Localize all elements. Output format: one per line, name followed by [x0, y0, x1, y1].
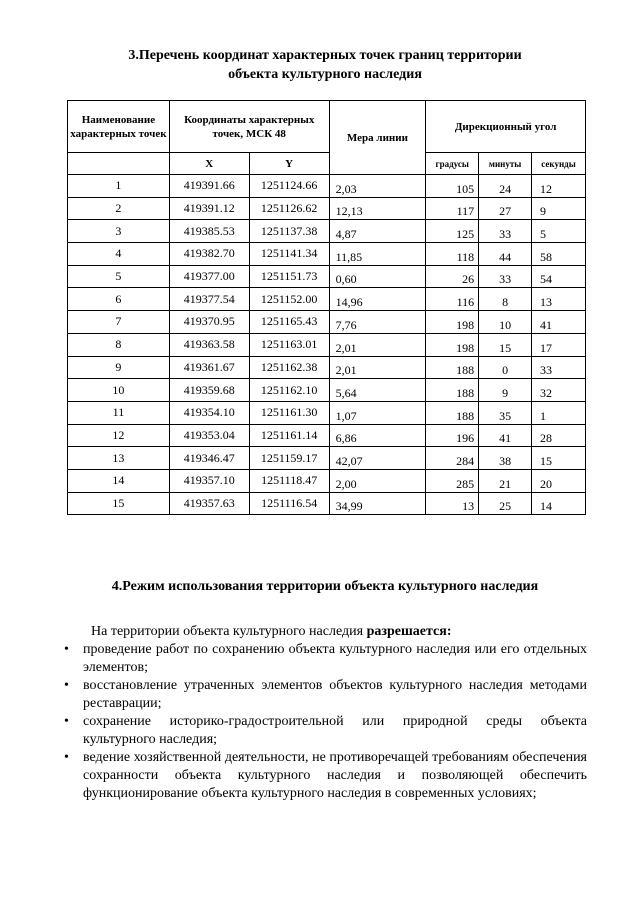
x-coordinate: 419359.68 [169, 379, 249, 402]
angle-degrees: 198 [426, 333, 479, 356]
header-coordinates: Координаты характерных точек, МСК 48 [169, 101, 329, 153]
x-coordinate: 419346.47 [169, 447, 249, 470]
angle-seconds: 32 [532, 379, 586, 402]
permitted-activities-list [60, 641, 587, 803]
point-number: 7 [68, 311, 170, 334]
intro-text: На территории объекта культурного наследия [91, 624, 367, 639]
line-length: 14,96 [329, 288, 426, 311]
line-length: 7,76 [329, 311, 426, 334]
angle-degrees: 117 [426, 197, 479, 220]
angle-seconds: 9 [532, 197, 586, 220]
angle-degrees: 188 [426, 379, 479, 402]
point-number: 13 [68, 447, 170, 470]
list-item-text: ведение хозяйственной деятельности, не противоречащей требованиям обеспечения сохранности объекта культурного наследия и позволяющей обеспечить функционирование объекта культурного наследия в современных условиях; [83, 750, 587, 801]
y-coordinate: 1251159.17 [249, 447, 329, 470]
point-number: 3 [68, 220, 170, 243]
list-item [60, 677, 587, 713]
x-coordinate: 419357.10 [169, 469, 249, 492]
line-length: 2,01 [329, 356, 426, 379]
table-row [68, 401, 586, 424]
angle-degrees: 116 [426, 288, 479, 311]
y-coordinate: 1251118.47 [249, 469, 329, 492]
point-number: 4 [68, 243, 170, 266]
intro-bold: разрешается: [366, 624, 452, 639]
y-coordinate: 1251161.30 [249, 401, 329, 424]
angle-seconds: 20 [532, 469, 586, 492]
point-number: 12 [68, 424, 170, 447]
table-row [68, 220, 586, 243]
x-coordinate: 419363.58 [169, 333, 249, 356]
title-line-2: объекта культурного наследия [228, 67, 422, 82]
x-coordinate: 419377.00 [169, 265, 249, 288]
angle-minutes: 9 [479, 379, 532, 402]
x-coordinate: 419385.53 [169, 220, 249, 243]
x-coordinate: 419361.67 [169, 356, 249, 379]
line-length: 4,87 [329, 220, 426, 243]
angle-minutes: 41 [479, 424, 532, 447]
angle-minutes: 8 [479, 288, 532, 311]
line-length: 12,13 [329, 197, 426, 220]
point-number: 10 [68, 379, 170, 402]
point-number: 15 [68, 492, 170, 515]
y-coordinate: 1251124.66 [249, 175, 329, 198]
list-item-text: проведение работ по сохранению объекта культурного наследия или его отдельных элементов; [83, 642, 587, 675]
y-coordinate: 1251162.38 [249, 356, 329, 379]
line-length: 11,85 [329, 243, 426, 266]
bullet-icon: • [64, 678, 69, 693]
point-number: 1 [68, 175, 170, 198]
line-length: 0,60 [329, 265, 426, 288]
header-direction-angle: Дирекционный угол [426, 101, 586, 153]
line-length: 1,07 [329, 401, 426, 424]
coordinates-table [67, 100, 586, 515]
x-coordinate: 419354.10 [169, 401, 249, 424]
table-row [68, 175, 586, 198]
angle-degrees: 285 [426, 469, 479, 492]
title-line-1: 3.Перечень координат характерных точек границ территории [128, 48, 522, 63]
point-number: 11 [68, 401, 170, 424]
angle-degrees: 188 [426, 356, 479, 379]
header-x: X [169, 153, 249, 175]
angle-minutes: 25 [479, 492, 532, 515]
angle-minutes: 44 [479, 243, 532, 266]
angle-minutes: 27 [479, 197, 532, 220]
angle-minutes: 33 [479, 265, 532, 288]
angle-degrees: 125 [426, 220, 479, 243]
point-number: 14 [68, 469, 170, 492]
table-row [68, 333, 586, 356]
angle-seconds: 5 [532, 220, 586, 243]
table-row [68, 379, 586, 402]
point-number: 5 [68, 265, 170, 288]
angle-seconds: 28 [532, 424, 586, 447]
angle-seconds: 54 [532, 265, 586, 288]
table-row [68, 243, 586, 266]
bullet-icon: • [64, 714, 69, 729]
angle-minutes: 35 [479, 401, 532, 424]
angle-minutes: 21 [479, 469, 532, 492]
point-number: 9 [68, 356, 170, 379]
angle-seconds: 12 [532, 175, 586, 198]
x-coordinate: 419391.66 [169, 175, 249, 198]
y-coordinate: 1251137.38 [249, 220, 329, 243]
y-coordinate: 1251161.14 [249, 424, 329, 447]
x-coordinate: 419353.04 [169, 424, 249, 447]
y-coordinate: 1251163.01 [249, 333, 329, 356]
line-length: 2,00 [329, 469, 426, 492]
header-seconds: секунды [532, 153, 586, 175]
table-row [68, 469, 586, 492]
header-y: Y [249, 153, 329, 175]
x-coordinate: 419370.95 [169, 311, 249, 334]
y-coordinate: 1251116.54 [249, 492, 329, 515]
angle-degrees: 26 [426, 265, 479, 288]
header-degrees: градусы [426, 153, 479, 175]
bullet-icon: • [64, 642, 69, 657]
angle-degrees: 196 [426, 424, 479, 447]
point-number: 6 [68, 288, 170, 311]
line-length: 6,86 [329, 424, 426, 447]
angle-degrees: 13 [426, 492, 479, 515]
line-length: 2,03 [329, 175, 426, 198]
line-length: 2,01 [329, 333, 426, 356]
angle-seconds: 14 [532, 492, 586, 515]
line-length: 34,99 [329, 492, 426, 515]
x-coordinate: 419357.63 [169, 492, 249, 515]
angle-degrees: 105 [426, 175, 479, 198]
angle-minutes: 38 [479, 447, 532, 470]
table-row [68, 356, 586, 379]
list-item-text: восстановление утраченных элементов объектов культурного наследия методами реставрации; [83, 678, 587, 711]
angle-minutes: 15 [479, 333, 532, 356]
angle-minutes: 24 [479, 175, 532, 198]
list-item [60, 641, 587, 677]
angle-degrees: 198 [426, 311, 479, 334]
x-coordinate: 419377.54 [169, 288, 249, 311]
y-coordinate: 1251162.10 [249, 379, 329, 402]
table-row [68, 197, 586, 220]
coordinates-table-body [68, 175, 586, 515]
section-title-coordinates [60, 46, 590, 84]
list-item [60, 749, 587, 803]
header-point-name: Наименование характерных точек [68, 101, 170, 153]
y-coordinate: 1251165.43 [249, 311, 329, 334]
point-number: 8 [68, 333, 170, 356]
header-line-length: Мера линии [329, 101, 426, 175]
angle-seconds: 17 [532, 333, 586, 356]
section-title-usage-regime: 4.Режим использования территории объекта культурного наследия [111, 579, 539, 594]
intro-paragraph [91, 624, 452, 640]
y-coordinate: 1251152.00 [249, 288, 329, 311]
list-item [60, 713, 587, 749]
line-length: 42,07 [329, 447, 426, 470]
angle-minutes: 0 [479, 356, 532, 379]
angle-degrees: 284 [426, 447, 479, 470]
angle-minutes: 33 [479, 220, 532, 243]
x-coordinate: 419391.12 [169, 197, 249, 220]
line-length: 5,64 [329, 379, 426, 402]
angle-seconds: 13 [532, 288, 586, 311]
y-coordinate: 1251141.34 [249, 243, 329, 266]
bullet-icon: • [64, 750, 69, 765]
x-coordinate: 419382.70 [169, 243, 249, 266]
angle-seconds: 1 [532, 401, 586, 424]
angle-seconds: 41 [532, 311, 586, 334]
table-row [68, 424, 586, 447]
angle-degrees: 188 [426, 401, 479, 424]
table-row [68, 311, 586, 334]
angle-seconds: 58 [532, 243, 586, 266]
y-coordinate: 1251151.73 [249, 265, 329, 288]
table-row [68, 265, 586, 288]
table-row [68, 288, 586, 311]
angle-seconds: 15 [532, 447, 586, 470]
y-coordinate: 1251126.62 [249, 197, 329, 220]
header-point-name-blank [68, 153, 170, 175]
angle-minutes: 10 [479, 311, 532, 334]
list-item-text: сохранение историко-градостроительной или природной среды объекта культурного наследия; [83, 714, 587, 747]
table-row [68, 492, 586, 515]
table-row [68, 447, 586, 470]
header-minutes: минуты [479, 153, 532, 175]
angle-degrees: 118 [426, 243, 479, 266]
angle-seconds: 33 [532, 356, 586, 379]
point-number: 2 [68, 197, 170, 220]
